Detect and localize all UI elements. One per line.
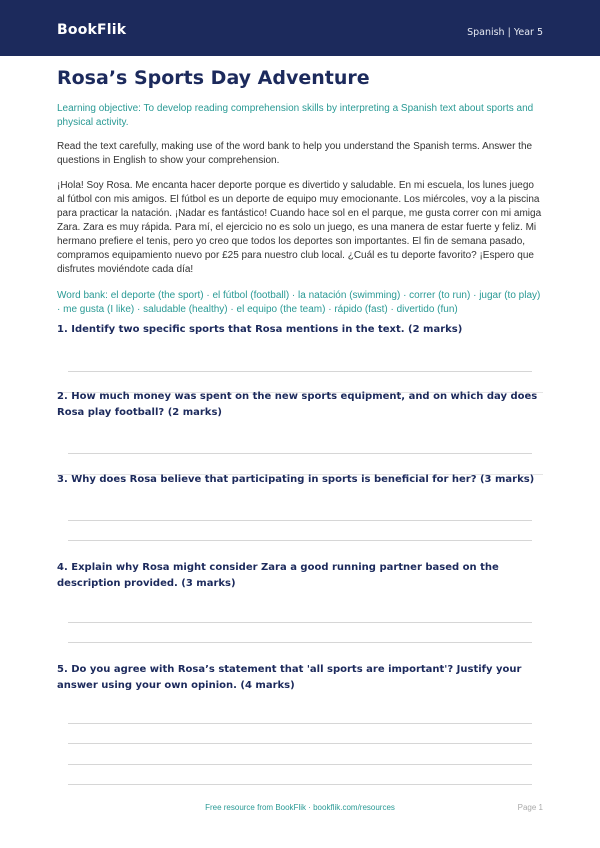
question-5 (57, 662, 543, 694)
answer-line[interactable] (68, 784, 532, 785)
worksheet-intro (57, 64, 543, 317)
question-number: 2. (57, 391, 68, 402)
answer-line[interactable] (68, 520, 532, 521)
answer-line[interactable] (68, 743, 532, 744)
answer-line[interactable] (68, 622, 532, 623)
question-text: Why does Rosa believe that participating in sports is beneficial for her? (3 marks) (71, 474, 535, 485)
word-bank: Word bank: el deporte (the sport) · el fútbol (football) · la natación (swimming) · correr (to run) · jugar (to play) · me gusta (I like) · saludable (healthy) · el equipo (the team) · rápido (fast) · divertido (fun) (57, 290, 541, 315)
footer-resource-link[interactable]: Free resource from BookFlik · bookflik.com/resources (205, 803, 395, 812)
question-text: Explain why Rosa might consider Zara a good running partner based on the description provided. (3 marks) (57, 562, 499, 589)
page-title: Rosa’s Sports Day Adventure (57, 67, 370, 89)
answer-line[interactable] (68, 453, 532, 454)
brand-logo: BookFlik (57, 22, 127, 38)
page-header (0, 0, 600, 56)
question-text: How much money was spent on the new sports equipment, and on which day does Rosa play football? (2 marks) (57, 391, 538, 418)
question-number: 1. (57, 324, 68, 335)
subject-year-label: Spanish | Year 5 (467, 27, 543, 38)
reading-passage: ¡Hola! Soy Rosa. Me encanta hacer deporte porque es divertido y saludable. En mi escuela, los lunes juego al fútbol con mis amigos. El fútbol es un deporte de equipo muy emocionante. Los miércoles, voy a la piscina para practicar la natación. ¡Nadar es fantástico! Cuando hace sol en el parque, me gusta correr con mi amiga Zara. Zara es muy rápida. Para mí, el ejercicio no es solo un juego, es una manera de estar fuerte y feliz. Mi hermano prefiere el tenis, pero yo creo que todos los deportes son importantes. El fin de semana pasado, compramos equipamiento nuevo por £25 para nuestro club local. ¿Cuál es tu deporte favorito? ¡Espero que disfrutes moviéndote cada día! (57, 180, 542, 275)
question-1 (57, 322, 543, 338)
question-2 (57, 389, 543, 421)
question-text: Do you agree with Rosa’s statement that 'all sports are important'? Justify your answer using your own opinion. (4 marks) (57, 664, 522, 691)
question-number: 5. (57, 664, 68, 675)
instructions: Read the text carefully, making use of the word bank to help you understand the Spanish terms. Answer the questions in English to show your comprehension. (57, 141, 533, 166)
answer-line[interactable] (68, 764, 532, 765)
question-number: 4. (57, 562, 68, 573)
page-number: Page 1 (517, 803, 543, 812)
question-3 (57, 472, 543, 488)
learning-objective: Learning objective: To develop reading comprehension skills by interpreting a Spanish text about sports and physical activity. (57, 103, 534, 128)
question-4 (57, 560, 543, 592)
question-text: Identify two specific sports that Rosa mentions in the text. (2 marks) (71, 324, 463, 335)
answer-line[interactable] (68, 723, 532, 724)
answer-line[interactable] (68, 540, 532, 541)
question-number: 3. (57, 474, 68, 485)
answer-line[interactable] (68, 371, 532, 372)
answer-line[interactable] (68, 642, 532, 643)
